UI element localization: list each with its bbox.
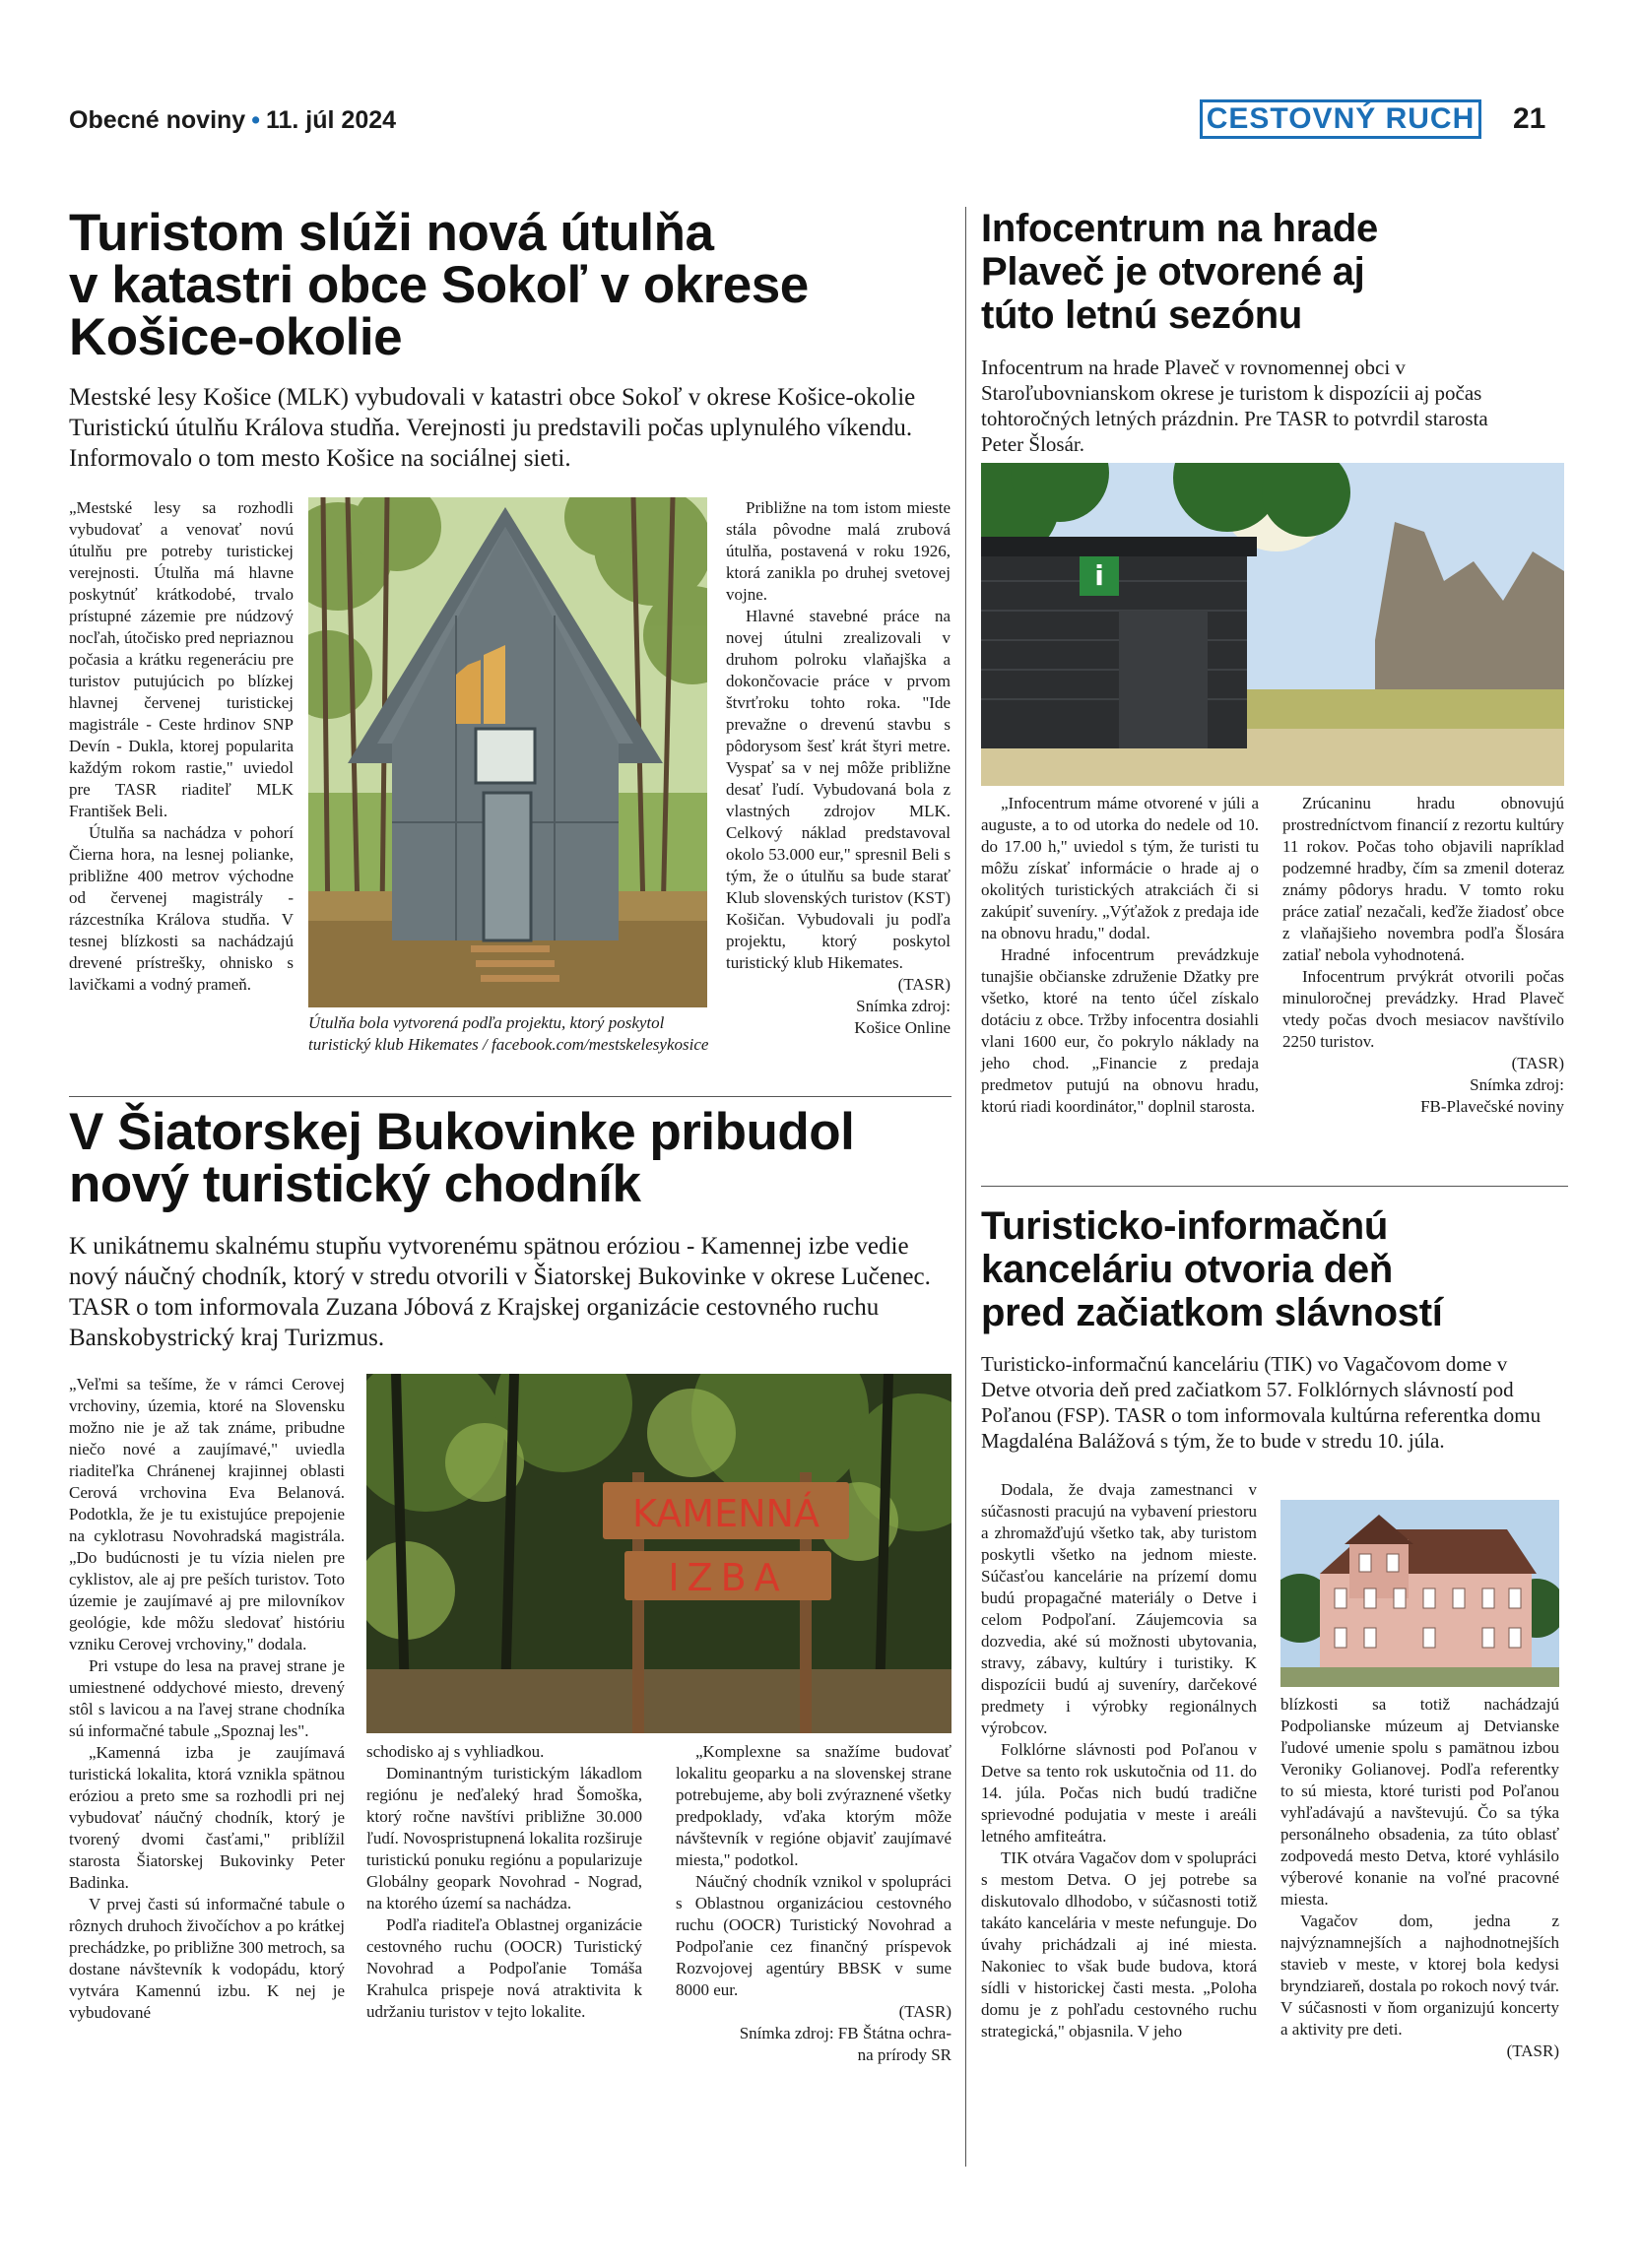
paragraph: Infocentrum prvýkrát otvorili počas minuloročnej prevádzky. Hrad Plaveč vtedy počas dvoch mesiacov navštívilo 2250 turistov. (1282, 967, 1564, 1051)
paragraph: blízkosti sa totiž nachádzajú Podpolianske múzeum aj Detvianske ľudové umenie spolu s pamätnou izbou Veroniky Golianovej. Podľa referentky to sú miesta, ktoré turisti pod Poľanou vyhľadávajú a navštevujú. Čo sa týka personálneho obsadenia, za túto oblasť zodpovedá mesto Detva, ktoré vyhlásilo výberové konanie na voľné pracovné miesta. (1280, 1695, 1559, 1909)
article-infocentrum (981, 207, 1562, 337)
paragraph: „Komplexne sa snažíme budovať lokalitu geoparku a na slovenskej strane potrebujeme, aby boli zvýraznené všetky predpoklady, vďaka ktorým môže návštevník v regióne objaviť zaujímavé miesta," podotkol. (676, 1742, 951, 1869)
photo-credit: Snímka zdroj: FB Štátna ochra- (739, 2024, 951, 2042)
article-column (981, 1479, 1257, 2042)
main-column-divider (965, 207, 966, 2167)
agency-credit: (TASR) (1506, 2041, 1559, 2060)
article-title (981, 207, 1562, 337)
paragraph: „Mestské lesy sa rozhodli vybudovať a venovať novú útulňu pre potreby turistickej verejnosti. Útulňa má hlavne poskytnúť krátkodobé, trvalo prístupné zázemie pre núdzový nocľah, útočisko pred nepriaznou počasia a krátku regeneráciu pre turistov putujúcich po blízkej hlavnej červenej turistickej magistrále - Ceste hrdinov SNP Devín - Dukla, ktorej popularita každým rokom rastie," uviedol pre TASR riaditeľ MLK František Beli. (69, 498, 294, 820)
article-lead: Infocentrum na hrade Plaveč v rovnomennej obci v Staroľubovnianskom okrese je turistom k dispozícii aj počas tohtoročných letných prázdnin. Pre TASR to potvrdil starosta Peter Šlosár. (981, 356, 1488, 456)
section-label: CESTOVNÝ RUCH (1200, 99, 1481, 139)
paragraph: Približne na tom istom mieste stála pôvodne malá zrubová útulňa, postavená v roku 1926, ktorá zanikla po druhej svetovej vojne. (726, 498, 951, 604)
paragraph: Vagačov dom, jedna z najvýznamnejších a najhodnotnejších stavieb v meste, v ktorej bola kedysi bryndziareň, dostala po rokoch nový tvár. V súčasnosti v ňom organizujú koncerty a aktivity pre deti. (1280, 1912, 1559, 2039)
photo-cabin (308, 497, 707, 1007)
article-column (366, 1741, 642, 2023)
paragraph: Dominantným turistickým lákadlom regiónu je neďaleký hrad Šomoška, ktorý ročne navštívi približne 30.000 ľudí. Novospristupnená lokalita rozširuje turistickú ponuku regiónu a popularizuje Globálny geopark Novohrad - Nograd, na ktorého území sa nachádza. (366, 1764, 642, 1912)
article-lead: Mestské lesy Košice (MLK) vybudovali v katastri obce Sokoľ v okrese Košice-okolie Turistickú útulňu Králova studňa. Verejnosti ju predstavili počas uplynulého víkendu. Informovalo o tom mesto Košice na sociálnej sieti. (69, 384, 916, 472)
title-line: Košice-okolie (69, 308, 403, 366)
article-bukovinka (69, 1103, 955, 1213)
paragraph: Hlavné stavebné práce na novej útulni zrealizovali v druhom polroku vlaňajška a dokončovacie práce v prvom štvrťroku tohto roka. "Ide prevažne o drevenú stavbu s pôdorysom šesť krát štyri metre. Vyspať sa v nej môže približne desať ľudí. Vybudovaná bola z vlastných zdrojov MLK. Celkový náklad predstavoval okolo 53.000 eur," spresnil Beli s tým, že o útulňu sa bude starať Klub slovenských turistov (KST) Košičan. Vybudovali ju podľa projektu, ktorý poskytol turistický klub Hikemates. (726, 607, 951, 972)
paragraph: „Veľmi sa tešíme, že v rámci Cerovej vrchoviny, územia, ktoré na Slovensku možno nie je až tak známe, pribudne niečo nové a zaujímavé," uviedla riaditeľka Chránenej krajinnej oblasti Cerová vrchovina Eva Belanová. Podotkla, že je tu existujúce prepojenie na cyklotrasu Novohradská magistrála. „Do budúcnosti je tu vízia nielen pre cyklistov, ale aj pre peších turistov. Toto územie je zaujímavé aj pre milovníkov geológie, kde môžu sledovať históriu vzniku Cerovej vrchoviny," dodala. (69, 1375, 345, 1653)
info-sign-icon: i (1094, 559, 1104, 592)
issue-date: 11. júl 2024 (265, 106, 397, 134)
photo-credit: Snímka zdroj: (856, 997, 951, 1015)
photo-credit-source: Košice Online (854, 1018, 951, 1037)
title-line: V Šiatorskej Bukovinke pribudol (69, 1103, 855, 1161)
article-title (69, 1103, 955, 1213)
paragraph: „Infocentrum máme otvorené v júli a auguste, a to od utorka do nedele od 10. do 17.00 h," uviedol s tým, že turisti tu môžu získať informácie o hrade aj o okolitých turistických atrakciách či si zakúpiť suveníry. „Výťažok z predaja ide na obnovu hradu," dodal. (981, 794, 1259, 942)
photo-credit-source: na prírody SR (857, 2045, 951, 2064)
masthead (69, 106, 396, 135)
title-line: nový turistický chodník (69, 1155, 641, 1213)
article-column (726, 497, 951, 1039)
paragraph: schodisko aj s vyhliadkou. (366, 1742, 545, 1761)
article-tik-detva (981, 1204, 1562, 1334)
agency-credit: (TASR) (898, 2002, 951, 2021)
paragraph: Náučný chodník vznikol v spolupráci s Oblastnou organizáciou cestovného ruchu (OOCR) Turistický Novohrad a Podpoľanie cez finančný príspevok Rozvojovej agentúry BBSK v sume 8000 eur. (676, 1872, 951, 1999)
article-lead: Turisticko-informačnú kanceláriu (TIK) vo Vagačovom dome v Detve otvoria deň pred začiatkom 57. Folklórnych slávností pod Poľanou (FSP). TASR o tom informovala kultúrna referentka domu Magdaléna Balážová s tým, že to bude v stredu 10. júla. (981, 1352, 1542, 1453)
title-line: Turisticko-informačnú (981, 1204, 1388, 1248)
sign-text: IZBA (668, 1556, 788, 1599)
article-utulna (69, 204, 955, 366)
paragraph: Podľa riaditeľa Oblastnej organizácie cestovného ruchu (OOCR) Turistický Novohrad a Podpoľanie Tomáša Krahulca prispeje nová atraktivita k udržaniu turistov v tejto lokalite. (366, 1915, 642, 2021)
article-divider-right (981, 1186, 1568, 1187)
article-title (69, 204, 955, 366)
article-divider-left (69, 1096, 951, 1097)
title-line: Infocentrum na hrade (981, 207, 1378, 250)
paragraph: Zrúcaninu hradu obnovujú prostredníctvom financií z rezortu kultúry 11 rokov. Počas toho objavili napríklad podzemné hradby, čím sa zmenil doteraz známy pôdorys hradu. V tomto roku práce zatiaľ nezačali, keďže žiadosť obce z vlaňajšieho novembra podľa Šlosára zatiaľ nebola vyhodnotená. (1282, 794, 1564, 964)
paragraph: TIK otvára Vagačov dom v spolupráci s mestom Detva. O jej potrebe sa diskutovalo dlhodobo, v súčasnosti totiž takáto kancelária v meste nefunguje. Do úvahy prichádzali aj iné miesta. Nakoniec to však bude budova, ktorá sídli v historickej časti mesta. „Poloha domu je z pohľadu cestovného ruchu strategická," objasnila. V jeho (981, 1848, 1257, 2041)
article-column (69, 1374, 345, 2024)
article-lead: K unikátnemu skalnému stupňu vytvorenému spätnou eróziou - Kamennej izbe vedie nový náučný chodník, ktorý v stredu otvorili v Šiatorskej Bukovinke v okrese Lučenec. TASR o tom informovala Zuzana Jóbová z Krajskej organizácie cestovného ruchu Banskobystrický kraj Turizmus. (69, 1233, 931, 1351)
paragraph: Folklórne slávnosti pod Poľanou v Detve sa tento rok uskutočnia od 11. do 14. júla. Počas nich budú tradične sprievodné podujatia v meste i areáli letného amfiteátra. (981, 1740, 1257, 1846)
paragraph: Dodala, že dvaja zamestnanci v súčasnosti pracujú na vybavení priestoru a zhromažďujú všetko tak, aby turistom poskytli všetko na jednom mieste. Súčasťou kancelárie na prízemí domu budú propagačné materiály o Detve i celom Podpoľaní. Záujemcovia sa dozvedia, aké sú možnosti ubytovania, stravy, zábavy, kultúry i turistiky. K dispozícii budú aj suveníry, darčekové predmety i výrobky regionálnych výrobcov. (981, 1480, 1257, 1737)
title-line: Plaveč je otvorené aj (981, 250, 1365, 293)
title-line: túto letnú sezónu (981, 293, 1302, 337)
agency-credit: (TASR) (897, 975, 951, 994)
paragraph: Hradné infocentrum prevádzkuje tunajšie občianske združenie Džatky pre všetko, ktoré na tento účel získalo dotáciu z obce. Tržby infocentra dosiahli vlani 1600 eur, čo pokrylo náklady na jeho chod. „Financie z predaja predmetov putujú na obnovu hradu, ktorú riadi koordinátor," doplnil starosta. (981, 945, 1259, 1116)
photo-infocentrum (981, 463, 1564, 786)
article-column (1282, 793, 1564, 1118)
agency-credit: (TASR) (1511, 1054, 1564, 1072)
title-line: pred začiatkom slávností (981, 1291, 1443, 1334)
paper-name: Obecné noviny (69, 106, 246, 134)
title-line: v katastri obce Sokoľ v okrese (69, 256, 809, 314)
article-column (981, 793, 1259, 1118)
paragraph: Útulňa sa nachádza v pohorí Čierna hora, na lesnej polianke, približne 400 metrov východne od červenej magistrály - rázcestníka Králova studňa. V tesnej blízkosti sa nachádzajú drevené prístrešky, ohnisko s lavičkami a vodný prameň. (69, 823, 294, 994)
article-column (69, 497, 294, 996)
article-column (676, 1741, 951, 2066)
paragraph: „Kamenná izba je zaujímavá turistická lokalita, ktorá vznikla spätnou eróziou a preto sme sa rozhodli pri nej vybudovať náučný chodník, ktorý je tvorený dvomi časťami," priblížil starosta Šiatorskej Bukovinky Peter Badinka. (69, 1743, 345, 1892)
paragraph: Pri vstupe do lesa na pravej strane je umiestnené oddychové miesto, drevený stôl s lavicou a na ľavej strane chodníka sú informačné tabule „Spoznaj les". (69, 1656, 345, 1740)
title-line: kanceláriu otvoria deň (981, 1248, 1393, 1291)
photo-credit-source: FB-Plavečské noviny (1420, 1097, 1564, 1116)
article-title (981, 1204, 1562, 1334)
photo-kamenna-izba (366, 1374, 951, 1733)
title-line: Turistom slúži nová útulňa (69, 204, 714, 262)
article-column (1280, 1694, 1559, 2062)
paragraph: V prvej časti sú informačné tabule o rôznych druhoch živočíchov a po krátkej prechádzke, po približne 300 metroch, sa dostane návštevník k vodopádu, ktorý vytvára Kamennú izbu. K nej je vybudované (69, 1895, 345, 2022)
sign-text: KAMENNÁ (632, 1492, 820, 1535)
separator-dot: • (251, 106, 260, 134)
photo-caption: Útulňa bola vytvorená podľa projektu, ktorý poskytol turistický klub Hikemates / facebook.com/mestskelesykosice (308, 1013, 709, 1054)
page-number: 21 (1513, 102, 1546, 135)
photo-vagacov-dom (1280, 1500, 1559, 1687)
photo-credit: Snímka zdroj: (1470, 1075, 1564, 1094)
